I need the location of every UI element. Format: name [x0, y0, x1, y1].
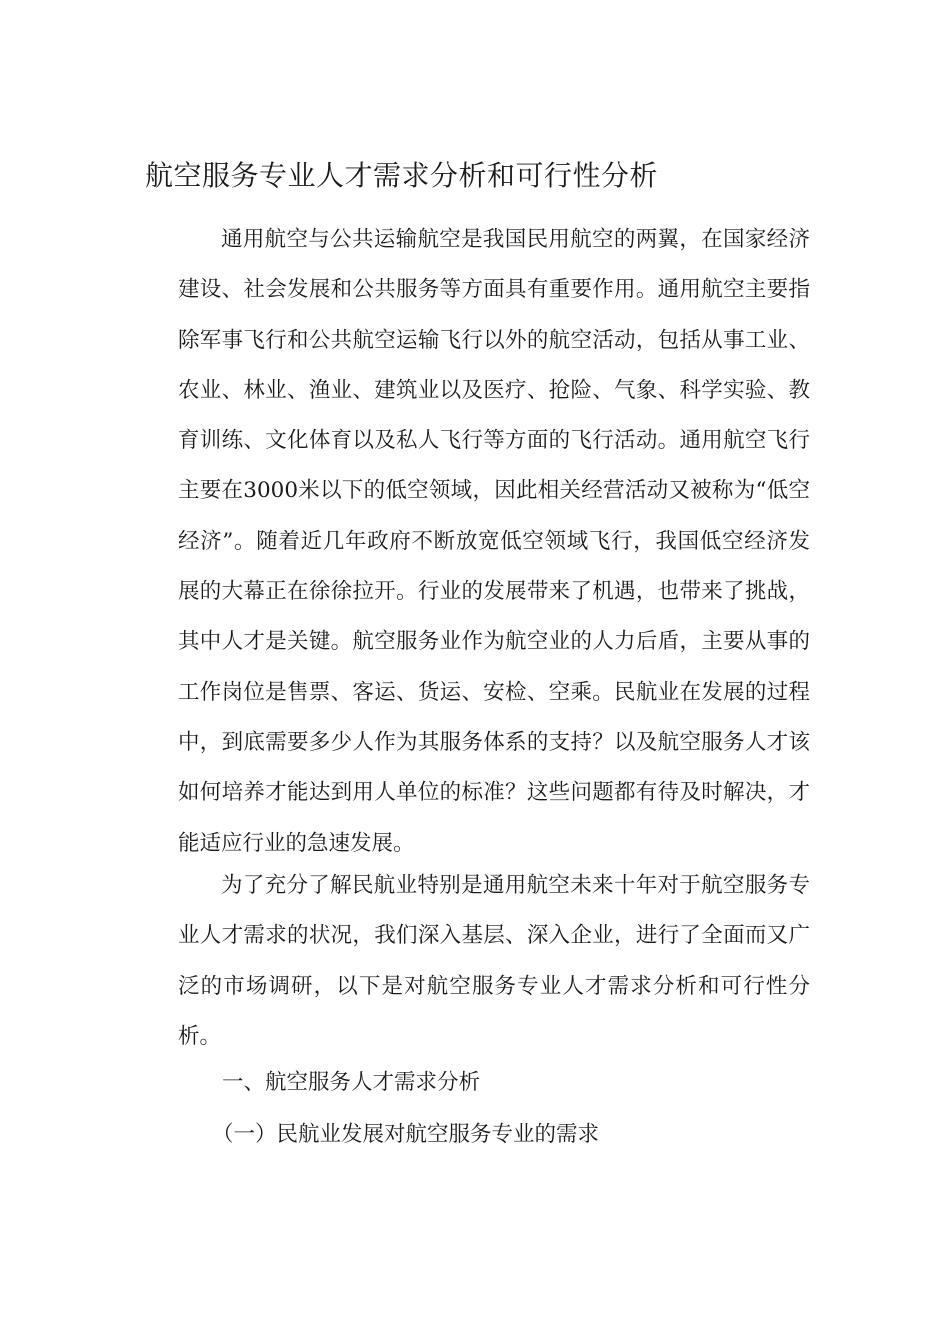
subsection-heading: （一）民航业发展对航空服务专业的需求 [212, 1122, 600, 1147]
body-paragraph-2: 为了充分了解民航业特别是通用航空未来十年对于航空服务专业人才需求的状况，我们深入基层、深入企业，进行了全面而又广泛的市场调研，以下是对航空服务专业人才需求分析和可行性分析。 [178, 873, 810, 1049]
document-title: 航空服务专业人才需求分析和可行性分析 [145, 159, 659, 192]
body-paragraph-1: 通用航空与公共运输航空是我国民用航空的两翼，在国家经济建设、社会发展和公共服务等方面具有重要作用。通用航空主要指除军事飞行和公共航空运输飞行以外的航空活动，包括从事工业、农业、林业、渔业、建筑业以及医疗、抢险、气象、科学实验、教育训练、文化体育以及私人飞行等方面的飞行活动。通用航空飞行主要在3000米以下的低空领域，因此相关经营活动又被称为“低空经济”。随着近几年政府不断放宽低空领域飞行，我国低空经济发展的大幕正在徐徐拉开。行业的发展带来了机遇，也带来了挑战，其中人才是关键。航空服务业作为航空业的人力后盾，主要从事的工作岗位是售票、客运、货运、安检、空乘。民航业在发展的过程中，到底需要多少人作为其服务体系的支持？以及航空服务人才该如何培养才能达到用人单位的标准？这些问题都有待及时解决，才能适应行业的急速发展。 [178, 227, 810, 856]
section-heading: 一、航空服务人才需求分析 [222, 1070, 481, 1095]
